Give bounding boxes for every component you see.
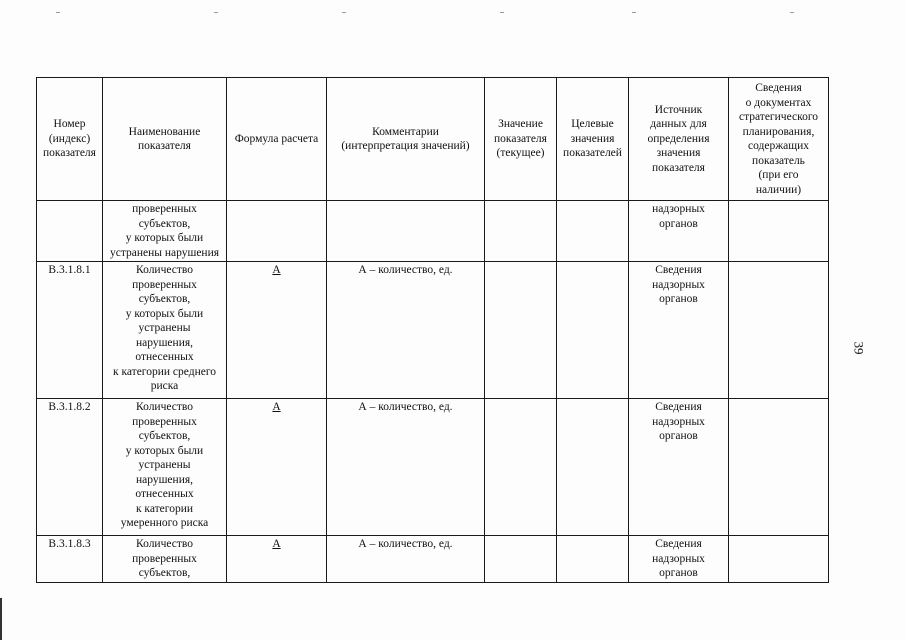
header-name: Наименование показателя bbox=[103, 78, 227, 201]
cell-source: надзорных органов bbox=[629, 201, 729, 262]
cell-name: Количество проверенных субъектов, у которых были устранены нарушения, отнесенных к категории среднего риска bbox=[103, 262, 227, 399]
cell-target-value bbox=[557, 399, 629, 536]
cell-current-value bbox=[485, 399, 557, 536]
scan-edge-mark bbox=[0, 598, 2, 640]
cell-index bbox=[37, 201, 103, 262]
cell-comment: А – количество, ед. bbox=[327, 399, 485, 536]
cell-docs bbox=[729, 262, 829, 399]
cell-name: Количество проверенных субъектов, у которых были устранены нарушения, отнесенных к категории умеренного риска bbox=[103, 399, 227, 536]
cell-formula: A bbox=[227, 262, 327, 399]
cell-index: В.3.1.8.3 bbox=[37, 536, 103, 583]
page-number: 39 bbox=[851, 341, 867, 355]
cell-docs bbox=[729, 201, 829, 262]
header-formula: Формула расчета bbox=[227, 78, 327, 201]
cell-target-value bbox=[557, 262, 629, 399]
header-target-values: Целевые значения показателей bbox=[557, 78, 629, 201]
cell-source: Сведения надзорных органов bbox=[629, 262, 729, 399]
cell-formula: A bbox=[227, 536, 327, 583]
header-comment: Комментарии (интерпретация значений) bbox=[327, 78, 485, 201]
header-current-value: Значение показателя (текущее) bbox=[485, 78, 557, 201]
table-row bbox=[37, 536, 829, 583]
cell-source: Сведения надзорных органов bbox=[629, 536, 729, 583]
cell-comment bbox=[327, 201, 485, 262]
cell-source: Сведения надзорных органов bbox=[629, 399, 729, 536]
table-row bbox=[37, 399, 829, 536]
cell-current-value bbox=[485, 536, 557, 583]
indicators-table bbox=[36, 77, 829, 583]
table-row bbox=[37, 201, 829, 262]
table-row bbox=[37, 262, 829, 399]
cell-target-value bbox=[557, 536, 629, 583]
cell-target-value bbox=[557, 201, 629, 262]
cell-comment: А – количество, ед. bbox=[327, 536, 485, 583]
cell-current-value bbox=[485, 262, 557, 399]
cell-formula bbox=[227, 201, 327, 262]
header-index: Номер (индекс) показателя bbox=[37, 78, 103, 201]
cell-docs bbox=[729, 399, 829, 536]
cell-current-value bbox=[485, 201, 557, 262]
table-header-row bbox=[37, 78, 829, 201]
header-strategic-docs: Сведения о документах стратегического планирования, содержащих показатель (при его наличии) bbox=[729, 78, 829, 201]
cell-docs bbox=[729, 536, 829, 583]
cell-index: В.3.1.8.1 bbox=[37, 262, 103, 399]
cell-formula: A bbox=[227, 399, 327, 536]
cell-name: Количество проверенных субъектов, bbox=[103, 536, 227, 583]
cell-comment: А – количество, ед. bbox=[327, 262, 485, 399]
cell-index: В.3.1.8.2 bbox=[37, 399, 103, 536]
header-data-source: Источник данных для определения значения показателя bbox=[629, 78, 729, 201]
cell-name: проверенных субъектов, у которых были устранены нарушения bbox=[103, 201, 227, 262]
